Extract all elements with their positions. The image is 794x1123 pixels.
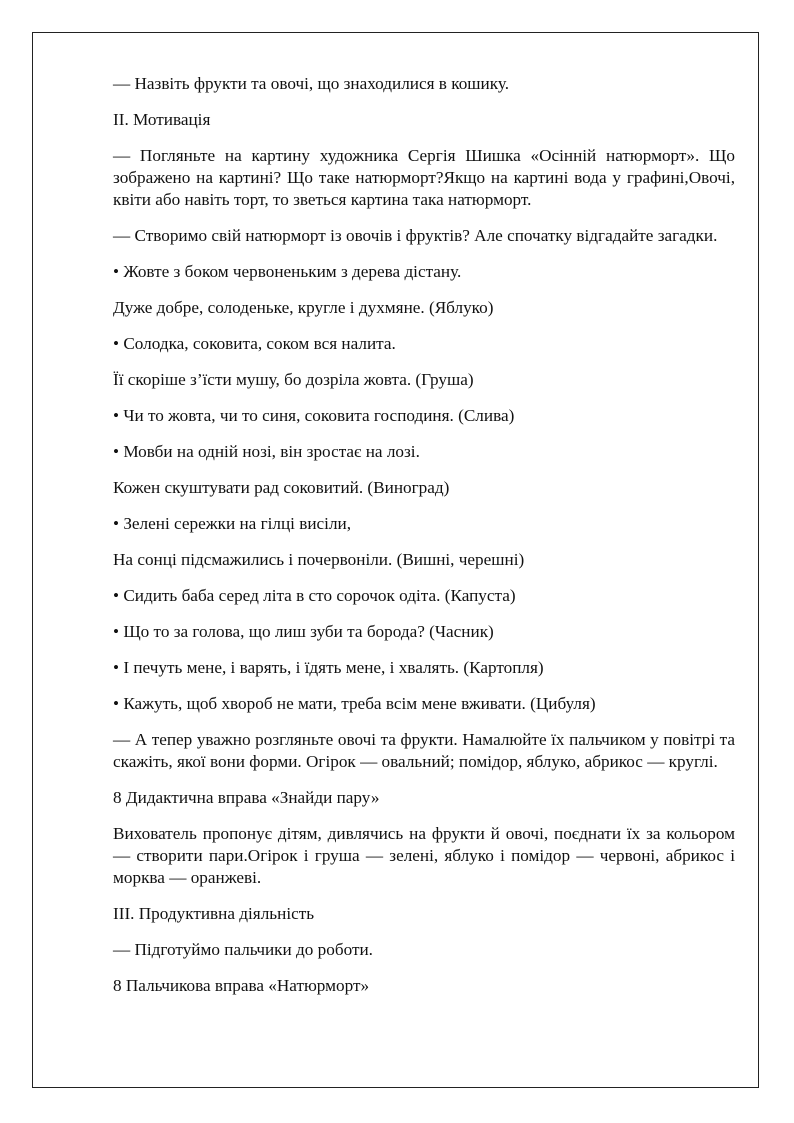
section-heading-motivation: II. Мотивація xyxy=(113,110,211,129)
pairs-paragraph: Вихователь пропонує дітям, дивлячись на фрукти й овочі, поєднати їх за кольором — створити пари.Огірок і груша — зелені, яблуко і помідор — червоні, абрикос і морква — оранжеві. xyxy=(113,824,735,887)
painting-intro-paragraph: — Погляньте на картину художника Сергія Шишка «Осінній натюрморт». Що зображено на картині? Що таке натюрморт?Якщо на картині вода у графині,Овочі, квіти або навіть торт, то зветься картина така натюрморт. xyxy=(113,146,735,209)
riddles-intro-paragraph: — Створимо свій натюрморт із овочів і фруктів? Але спочатку відгадайте загадки. xyxy=(113,226,718,245)
riddle-grape-line-2: Кожен скуштувати рад соковитий. (Виноград) xyxy=(113,478,450,497)
shapes-paragraph: — А тепер уважно розгляньте овочі та фрукти. Намалюйте їх пальчиком у повітрі та скажіть, якої вони форми. Огірок — овальний; помідор, яблуко, абрикос — круглі. xyxy=(113,730,735,771)
heading-finger-exercise: 8 Пальчикова вправа «Натюрморт» xyxy=(113,976,370,995)
riddle-apple-line-2: Дуже добре, солоденьке, кругле і духмяне. (Яблуко) xyxy=(113,298,494,317)
riddle-garlic: • Що то за голова, що лиш зуби та борода? (Часник) xyxy=(113,622,494,641)
riddle-cherry-line-1: • Зелені сережки на гілці висіли, xyxy=(113,514,352,533)
heading-didactic-exercise: 8 Дидактична вправа «Знайди пару» xyxy=(113,788,380,807)
fingers-prep-line: — Підготуймо пальчики до роботи. xyxy=(113,940,373,959)
riddle-grape-line-1: • Мовби на одній нозі, він зростає на лозі. xyxy=(113,442,420,461)
riddle-apple-line-1: • Жовте з боком червоненьким з дерева дістану. xyxy=(113,262,462,281)
riddle-cherry-line-2: На сонці підсмажились і почервоніли. (Вишні, черешні) xyxy=(113,550,525,569)
riddle-potato: • І печуть мене, і варять, і їдять мене, і хвалять. (Картопля) xyxy=(113,658,544,677)
riddle-onion: • Кажуть, щоб хвороб не мати, треба всім мене вживати. (Цибуля) xyxy=(113,694,596,713)
question-fruits-in-basket: — Назвіть фрукти та овочі, що знаходилися в кошику. xyxy=(113,74,509,93)
riddle-plum: • Чи то жовта, чи то синя, соковита господиня. (Слива) xyxy=(113,406,515,425)
riddle-cabbage: • Сидить баба серед літа в сто сорочок одіта. (Капуста) xyxy=(113,586,516,605)
riddle-pear-line-1: • Солодка, соковита, соком вся налита. xyxy=(113,334,396,353)
section-heading-productive-activity: III. Продуктивна діяльність xyxy=(113,904,315,923)
document-body xyxy=(113,73,735,997)
riddle-pear-line-2: Її скоріше з’їсти мушу, бо дозріла жовта. (Груша) xyxy=(113,370,474,389)
